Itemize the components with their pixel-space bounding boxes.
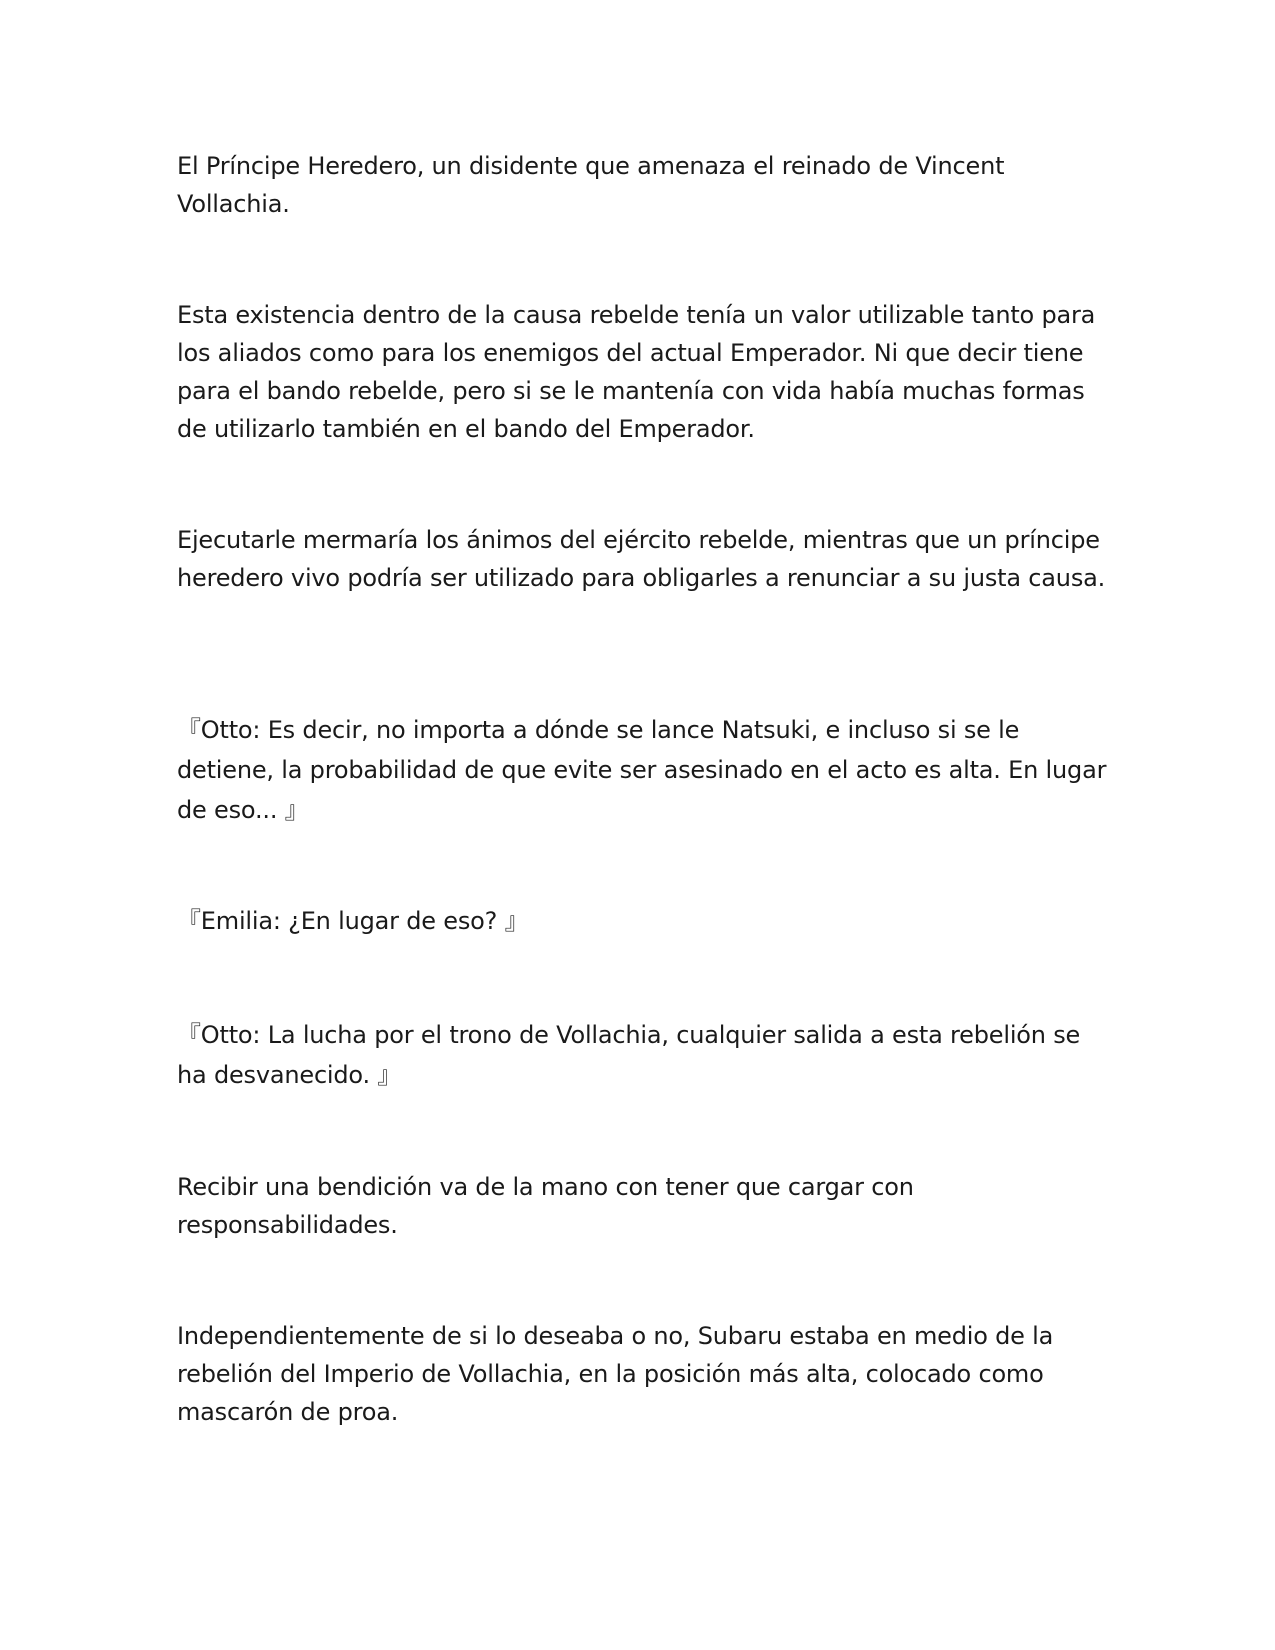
paragraph-existence-value: Esta existencia dentro de la causa rebelde tenía un valor utilizable tanto para los aliados como para los enemigos del actual Emperador. Ni que decir tiene para el bando rebelde, pero si se le mantenía con vida había muchas formas de utilizarlo también en el bando del Emperador. xyxy=(177,301,1096,443)
paragraph-execution: Ejecutarle mermaría los ánimos del ejército rebelde, mientras que un príncipe heredero vivo podría ser utilizado para obligarles a renunciar a su justa causa. xyxy=(177,526,1106,592)
dialogue-emilia: 『Emilia: ¿En lugar de eso? 』 xyxy=(177,907,529,935)
dialogue-otto-2: 『Otto: La lucha por el trono de Vollachia, cualquier salida a esta rebelión se ha desvanecido. 』 xyxy=(177,1021,1081,1089)
paragraph-crown-prince: El Príncipe Heredero, un disidente que amenaza el reinado de Vincent Vollachia. xyxy=(177,152,1005,218)
paragraph-subaru-figurehead: Independientemente de si lo deseaba o no, Subaru estaba en medio de la rebelión del Imperio de Vollachia, en la posición más alta, colocado como mascarón de proa. xyxy=(177,1322,1054,1426)
dialogue-otto-1: 『Otto: Es decir, no importa a dónde se lance Natsuki, e incluso si se le detiene, la probabilidad de que evite ser asesinado en el acto es alta. En lugar de eso... 』 xyxy=(177,716,1107,824)
paragraph-blessing: Recibir una bendición va de la mano con tener que cargar con responsabilidades. xyxy=(177,1173,914,1239)
